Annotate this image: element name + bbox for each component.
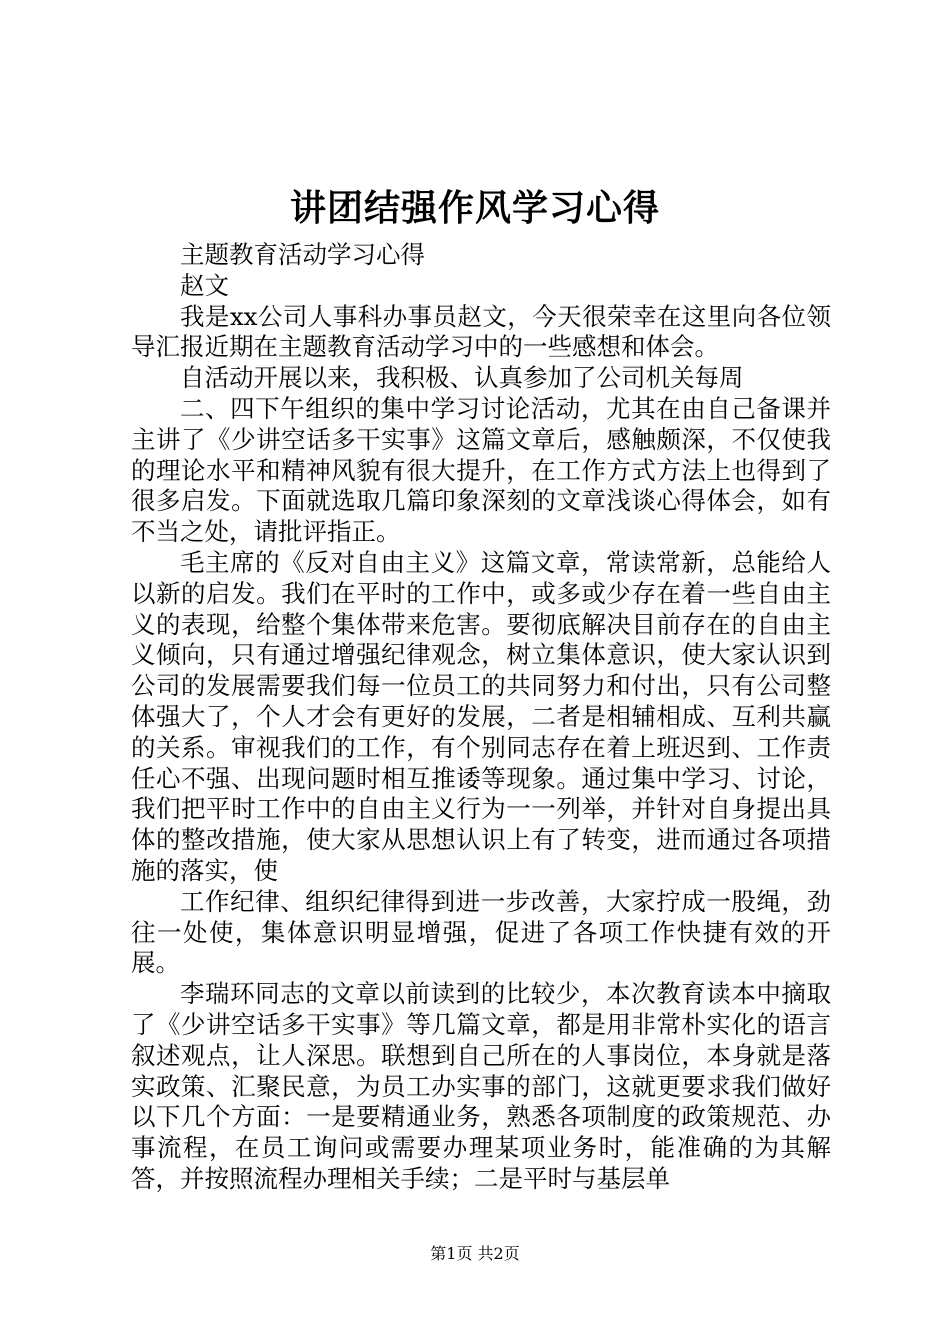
page-number-footer: 第1页 共2页: [430, 1244, 520, 1263]
body-paragraph: 工作纪律、组织纪律得到进一步改善，大家拧成一股绳，劲往一处使，集体意识明显增强，促进了各项工作快捷有效的开展。: [131, 886, 831, 978]
document-title: 讲团结强作风学习心得: [289, 187, 660, 229]
body-paragraph: 我是xx公司人事科办事员赵文，今天很荣幸在这里向各位领导汇报近期在主题教育活动学习中的一些感想和体会。: [131, 301, 831, 362]
subtitle-paragraph: 主题教育活动学习心得: [180, 240, 425, 269]
body-paragraph: 毛主席的《反对自由主义》这篇文章，常读常新，总能给人以新的启发。我们在平时的工作中，或多或少存在着一些自由主义的表现，给整个集体带来危害。要彻底解决目前存在的自由主义倾向，只有通过增强纪律观念，树立集体意识，使大家认识到公司的发展需要我们每一位员工的共同努力和付出，只有公司整体强大了，个人才会有更好的发展，二者是相辅相成、互利共赢的关系。审视我们的工作，有个别同志存在着上班迟到、工作责任心不强、出现问题时相互推诿等现象。通过集中学习、讨论，我们把平时工作中的自由主义行为一一列举，并针对自身提出具体的整改措施，使大家从思想认识上有了转变，进而通过各项措施的落实，使: [131, 547, 831, 885]
body-paragraph: 自活动开展以来，我积极、认真参加了公司机关每周: [180, 363, 744, 393]
body-paragraph: 李瑞环同志的文章以前读到的比较少，本次教育读本中摘取了《少讲空话多干实事》等几篇文章，都是用非常朴实化的语言叙述观点，让人深思。联想到自己所在的人事岗位，本身就是落实政策、汇聚民意，为员工办实事的部门，这就更要求我们做好以下几个方面：一是要精通业务，熟悉各项制度的政策规范、办事流程，在员工询问或需要办理某项业务时，能准确的为其解答，并按照流程办理相关手续；二是平时与基层单: [131, 979, 831, 1193]
body-paragraph: 二、四下午组织的集中学习讨论活动，尤其在由自己备课并主讲了《少讲空话多干实事》这篇文章后，感触颇深，不仅使我的理论水平和精神风貌有很大提升，在工作方式方法上也得到了很多启发。下面就选取几篇印象深刻的文章浅谈心得体会，如有不当之处，请批评指正。: [131, 393, 831, 547]
author-paragraph: 赵文: [180, 270, 229, 300]
document-body: [131, 240, 831, 1195]
